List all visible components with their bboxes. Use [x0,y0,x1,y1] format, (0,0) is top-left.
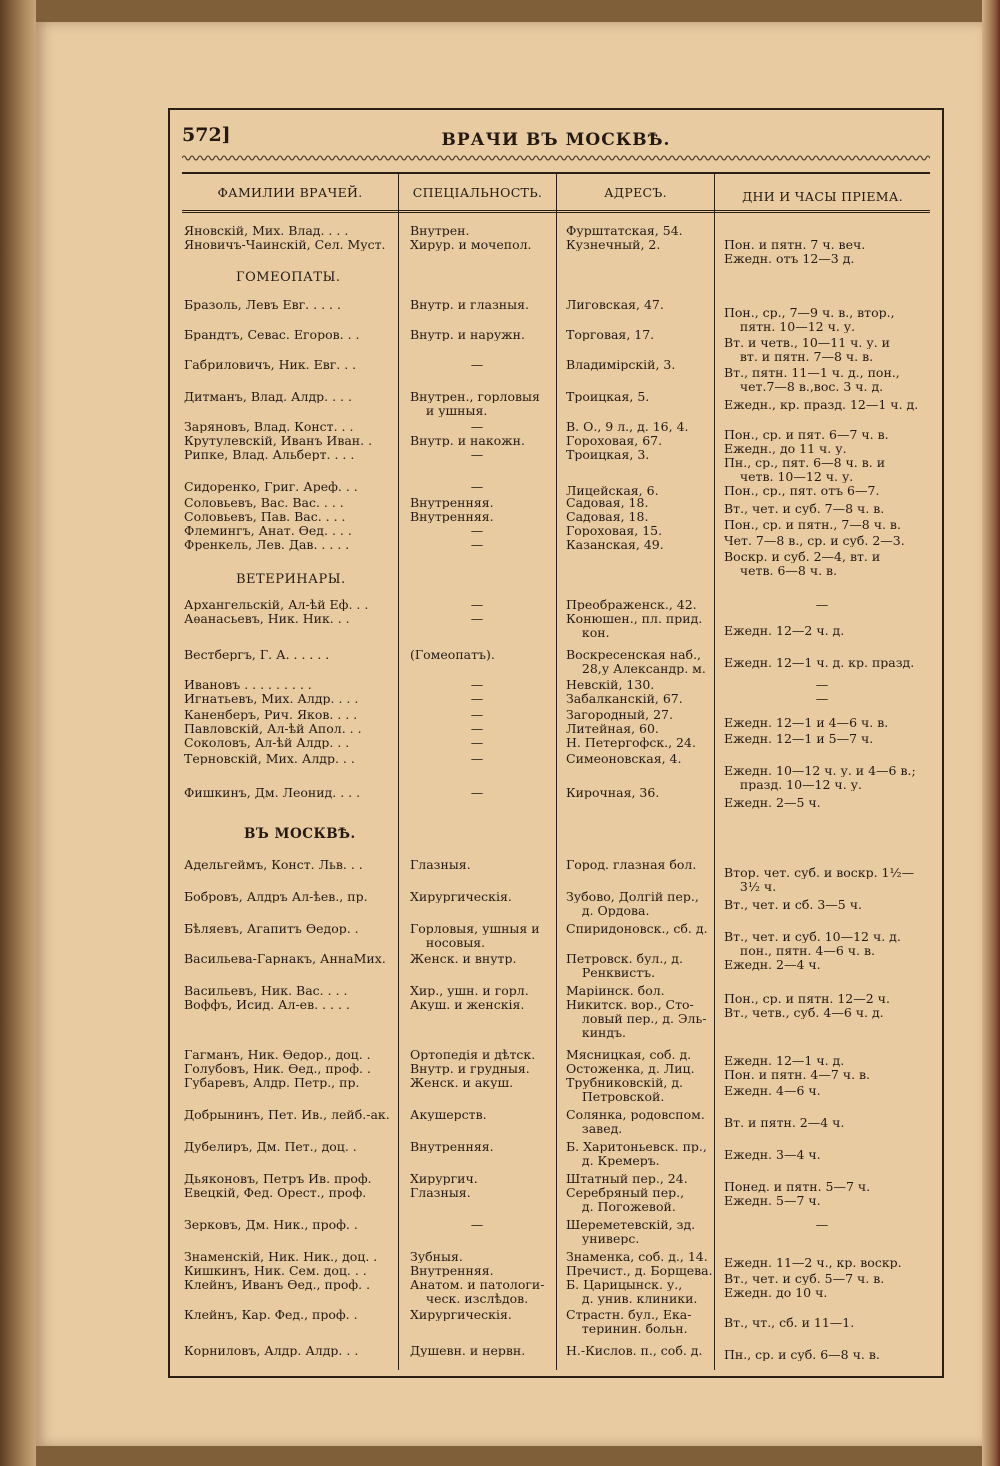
doctor-specialty: — [470,448,484,461]
doctor-address: Серебряный пер., [566,1186,685,1199]
doctor-address: Садовая, 18. [566,496,649,509]
reception-hours: четв. 6—8 ч. в. [724,564,838,577]
reception-hours: Вт., чет. и суб. 5—7 ч. в. [724,1272,885,1285]
doctor-address: Садовая, 18. [566,510,649,523]
page-number: 572] [182,124,231,146]
doctor-name: Терновскій, Мих. Алдр. . . [184,752,355,765]
doctor-name: Васильева-Гарнакъ, АннаМих. [184,952,386,965]
doctor-specialty: (Гомеопатъ). [410,648,495,661]
doctor-address: д. Погожевой. [566,1200,676,1213]
doctor-address: Пречист., д. Борщева. [566,1264,713,1277]
section-heading: ГОМЕОПАТЫ. [236,270,341,285]
doctor-specialty: — [470,612,484,625]
reception-hours: Ежедн. 12—1 ч. д. [724,1054,845,1067]
doctor-address: Город. глазная бол. [566,858,697,871]
doctor-specialty: Внутр. и глазныя. [410,298,529,311]
reception-hours: — [815,1218,829,1231]
doctor-address: 28,у Александр. м. [566,662,706,675]
doctor-address: Фурштатская, 54. [566,224,683,237]
doctor-specialty: Внутренняя. [410,496,494,509]
doctor-specialty: Ортопедія и дѣтск. [410,1048,536,1061]
doctor-name: Клейнъ, Иванъ Ѳед., проф. . [184,1278,371,1291]
doctor-address: Маріинск. бол. [566,984,665,997]
doctor-name: Дитманъ, Влад. Алдр. . . . [184,390,352,403]
doctor-name: Дьяконовъ, Петръ Ив. проф. [184,1172,372,1185]
doctor-address: Н. Петергофск., 24. [566,736,696,749]
doctor-name: Воффъ, Исид. Ал-ев. . . . . [184,998,350,1011]
reception-hours: — [815,598,829,611]
doctor-address: Торговая, 17. [566,328,655,341]
doctor-specialty: — [470,1218,484,1231]
reception-hours: Чет. 7—8 в., ср. и суб. 2—3. [724,534,905,547]
doctor-specialty: Хирургическія. [410,890,512,903]
doctor-address: Трубниковскій, д. [566,1076,684,1089]
doctor-address: Лиговская, 47. [566,298,664,311]
doctor-specialty: Горловыя, ушныя и [410,922,540,935]
doctor-specialty: Хир., ушн. и горл. [410,984,529,997]
doctor-address: Владимірскій, 3. [566,358,676,371]
doctor-specialty: Душевн. и нервн. [410,1344,526,1357]
doctor-address: д. унив. клиники. [566,1292,698,1305]
reception-hours: Ежедн. 5—7 ч. [724,1194,821,1207]
doctor-name: Ивановъ . . . . . . . . . [184,678,312,691]
doctor-name: Каненберъ, Рич. Яков. . . . [184,708,358,721]
reception-hours: Вт., чет. и суб. 10—12 ч. д. [724,930,901,943]
doctor-name: Соловьевъ, Пав. Вас. . . . [184,510,346,523]
doctor-address: Ренквистъ. [566,966,656,979]
doctor-specialty: Зубныя. [410,1250,463,1263]
reception-hours: Пон., ср. и пятн., 7—8 ч. в. [724,518,901,531]
doctor-name: Флемингъ, Анат. Ѳед. . . . [184,524,352,537]
doctor-name: Знаменскій, Ник. Ник., доц. . [184,1250,378,1263]
doctor-address: Страстн. бул., Ека- [566,1308,692,1321]
reception-hours: Вт., чет. и сб. 3—5 ч. [724,898,862,911]
doctor-specialty: Внутр. и наружн. [410,328,525,341]
reception-hours: Вт. и четв., 10—11 ч. у. и [724,336,891,349]
doctor-address: Б. Харитоньевск. пр., [566,1140,707,1153]
reception-hours: пон., пятн. 4—6 ч. в. [724,944,876,957]
reception-hours: Воскр. и суб. 2—4, вт. и [724,550,881,563]
reception-hours: Ежедн. 3—4 ч. [724,1148,821,1161]
doctor-name: Яновскій, Мих. Влад. . . . [184,224,349,237]
doctor-specialty: — [470,752,484,765]
doctor-address: Б. Царицынск. у., [566,1278,683,1291]
reception-hours: Ежедн. 2—5 ч. [724,796,821,809]
doctor-name: Соловьевъ, Вас. Вас. . . . [184,496,344,509]
doctor-specialty: — [470,538,484,551]
doctor-specialty: Внутрен., горловыя [410,390,540,403]
doctor-name: Сидоренко, Григ. Ареф. . . [184,480,358,493]
reception-hours: пятн. 10—12 ч. у. [724,320,856,333]
doctor-specialty: — [470,708,484,721]
doctor-specialty: Внутренняя. [410,1140,494,1153]
reception-hours: Пон., ср., 7—9 ч. в., втор., [724,306,895,319]
doctor-name: Евецкій, Фед. Орест., проф. [184,1186,367,1199]
doctor-specialty: — [470,678,484,691]
doctor-specialty: Хирургическія. [410,1308,512,1321]
reception-hours: 3½ ч. [724,880,777,893]
reception-hours: вт. и пятн. 7—8 ч. в. [724,350,874,363]
doctor-specialty: Внутр. и грудныя. [410,1062,530,1075]
doctor-name: Клейнъ, Кар. Фед., проф. . [184,1308,358,1321]
reception-hours: Пон., ср. и пят. 6—7 ч. в. [724,428,889,441]
doctor-specialty: Внутрен. [410,224,470,237]
doctor-address: Невскій, 130. [566,678,655,691]
doctor-name: Игнатьевъ, Мих. Алдр. . . . [184,692,359,705]
doctor-address: д. Ордова. [566,904,650,917]
doctor-name: Корниловъ, Алдр. Алдр. . . [184,1344,359,1357]
doctor-address: Троицкая, 3. [566,448,650,461]
reception-hours: Пон., ср., пят. отъ 6—7. [724,484,880,497]
doctor-name: Габриловичъ, Ник. Евг. . . [184,358,357,371]
doctor-specialty: Акушерств. [410,1108,487,1121]
doctor-specialty: — [470,358,484,371]
doctor-address: ловый пер., д. Эль- [566,1012,707,1025]
doctor-specialty: Глазныя. [410,858,471,871]
doctor-name: Крутулевскій, Иванъ Иван. . [184,434,373,447]
doctor-address: Симеоновская, 4. [566,752,682,765]
running-head: ВРАЧИ ВЪ МОСКВѢ. [441,130,671,150]
doctor-specialty: — [470,736,484,749]
doctor-specialty: Женск. и внутр. [410,952,517,965]
doctor-name: Гагманъ, Ник. Ѳедор., доц. . [184,1048,371,1061]
reception-hours: Вт., четв., суб. 4—6 ч. д. [724,1006,884,1019]
doctor-name: Зерковъ, Дм. Ник., проф. . [184,1218,358,1231]
doctor-specialty: Акуш. и женскія. [410,998,525,1011]
reception-hours: — [815,678,829,691]
doctor-address: Лицейская, 6. [566,484,659,497]
doctor-name: Губаревъ, Алдр. Петр., пр. [184,1076,360,1089]
doctor-name: Кишкинъ, Ник. Сем. доц. . . [184,1264,367,1277]
doctor-specialty: Анатом. и патологи- [410,1278,545,1291]
doctor-address: Воскресенская наб., [566,648,702,661]
doctor-name: Павловскій, Ал-ѣй Апол. . . [184,722,362,735]
reception-hours: чет.7—8 в.,вос. 3 ч. д. [724,380,884,393]
reception-hours: Ежедн. 12—1 и 4—6 ч. в. [724,716,889,729]
doctor-name: Френкель, Лев. Дав. . . . . [184,538,350,551]
doctor-address: кон. [566,626,610,639]
reception-hours: Ежедн. отъ 12—3 д. [724,252,855,265]
doctor-address: Конюшен., пл. прид. [566,612,703,625]
doctor-address: Загородный, 27. [566,708,673,721]
doctor-address: Солянка, родовспом. [566,1108,705,1121]
doctor-address: Штатный пер., 24. [566,1172,688,1185]
doctor-specialty: и ушныя. [410,404,488,417]
doctor-name: Фишкинъ, Дм. Леонид. . . . [184,786,361,799]
doctor-specialty: ческ. изслѣдов. [410,1292,529,1305]
doctor-address: Зубово, Долгій пер., [566,890,699,903]
doctor-address: Спиридоновск., сб. д. [566,922,708,935]
doctor-name: Вестбергъ, Г. А. . . . . . [184,648,330,661]
doctor-address: Знаменка, соб. д., 14. [566,1250,708,1263]
reception-hours: Пон., ср. и пятн. 12—2 ч. [724,992,890,1005]
doctor-address: киндъ. [566,1026,626,1039]
doctor-address: Петровск. бул., д. [566,952,683,965]
doctor-specialty: Внутренняя. [410,510,494,523]
doctor-name: Яновичъ-Чаинскій, Сел. Муст. [184,238,386,251]
reception-hours: четв. 10—12 ч. у. [724,470,854,483]
doctor-address: Петровской. [566,1090,665,1103]
reception-hours: Ежедн. 11—2 ч., кр. воскр. [724,1256,902,1269]
doctor-name: Аѳанасьевъ, Ник. Ник. . . [184,612,350,625]
reception-hours: празд. 10—12 ч. у. [724,778,862,791]
doctor-name: Адельгеймъ, Конст. Льв. . . [184,858,363,871]
doctor-address: Шереметевскій, зд. [566,1218,696,1231]
doctor-address: Гороховая, 67. [566,434,663,447]
doctor-address: Никитск. вор., Сто- [566,998,694,1011]
reception-hours: Ежедн. 4—6 ч. [724,1084,821,1097]
doctor-specialty: — [470,524,484,537]
doctor-name: Бѣляевъ, Агапитъ Ѳедор. . [184,922,359,935]
doctor-address: д. Кремеръ. [566,1154,660,1167]
doctor-name: Брандтъ, Севас. Егоров. . . [184,328,360,341]
doctor-address: Гороховая, 15. [566,524,663,537]
doctor-name: Голубовъ, Ник. Ѳед., проф. . [184,1062,371,1075]
doctor-address: Забалканскій, 67. [566,692,683,705]
reception-hours: Вт., чт., сб. и 11—1. [724,1316,855,1329]
doctor-specialty: Внутр. и накожн. [410,434,525,447]
doctor-address: Н.-Кислов. п., соб. д. [566,1344,703,1357]
doctor-name: Дубелиръ, Дм. Пет., доц. . [184,1140,357,1153]
doctor-specialty: Внутренняя. [410,1264,494,1277]
column-header-address: АДРЕСЪ. [604,184,667,200]
doctor-name: Архангельскій, Ал-ѣй Еф. . . [184,598,369,611]
reception-hours: Пон. и пятн. 7 ч. веч. [724,238,866,251]
doctor-specialty: — [470,420,484,433]
doctor-address: В. О., 9 л., д. 16, 4. [566,420,689,433]
reception-hours: Понед. и пятн. 5—7 ч. [724,1180,871,1193]
reception-hours: Пон. и пятн. 4—7 ч. в. [724,1068,871,1081]
reception-hours: Вт. и пятн. 2—4 ч. [724,1116,845,1129]
doctor-name: Васильевъ, Ник. Вас. . . . [184,984,348,997]
reception-hours: Вт., пятн. 11—1 ч. д., пон., [724,366,900,379]
reception-hours: Вт., чет. и суб. 7—8 ч. в. [724,502,885,515]
doctor-address: Кирочная, 36. [566,786,660,799]
doctor-name: Бобровъ, Алдръ Ал-ѣев., пр. [184,890,368,903]
reception-hours: Втор. чет. суб. и воскр. 1½— [724,866,915,879]
doctor-name: Добрынинъ, Пет. Ив., лейб.-ак. [184,1108,390,1121]
column-header-specialty: СПЕЦІАЛЬНОСТЬ. [412,184,543,200]
section-heading: ВЕТЕРИНАРЫ. [236,572,346,587]
doctor-address: Казанская, 49. [566,538,664,551]
doctor-address: теринин. больн. [566,1322,688,1335]
doctor-address: Преображенск., 42. [566,598,697,611]
column-header-hours: ДНИ И ЧАСЫ ПРІЕМА. [742,188,903,204]
reception-hours: Ежедн. 12—2 ч. д. [724,624,845,637]
reception-hours: Ежедн. 12—1 ч. д. кр. празд. [724,656,915,669]
doctor-specialty: — [470,598,484,611]
reception-hours: Ежедн., кр. празд. 12—1 ч. д. [724,398,919,411]
doctor-specialty: — [470,480,484,493]
doctor-specialty: — [470,692,484,705]
doctor-address: Мясницкая, соб. д. [566,1048,692,1061]
doctor-address: Литейная, 60. [566,722,659,735]
reception-hours: Ежедн. 10—12 ч. у. и 4—6 в.; [724,764,916,777]
doctor-address: универс. [566,1232,640,1245]
doctor-specialty: — [470,722,484,735]
column-header-names: ФАМИЛИИ ВРАЧЕЙ. [217,184,363,200]
reception-hours: Ежедн. 12—1 и 5—7 ч. [724,732,874,745]
doctor-address: завед. [566,1122,623,1135]
doctor-specialty: Глазныя. [410,1186,471,1199]
doctor-name: Соколовъ, Ал-ѣй Алдр. . . [184,736,350,749]
doctor-address: Кузнечный, 2. [566,238,661,251]
reception-hours: Ежедн. 2—4 ч. [724,958,821,971]
reception-hours: Ежедн. до 10 ч. [724,1286,828,1299]
doctor-name: Бразоль, Левъ Евг. . . . . [184,298,341,311]
doctor-specialty: Хирургич. [410,1172,478,1185]
reception-hours: — [815,692,829,705]
reception-hours: Пн., ср. и суб. 6—8 ч. в. [724,1348,880,1361]
doctor-address: Троицкая, 5. [566,390,650,403]
doctor-name: Рипке, Влад. Альберт. . . . [184,448,355,461]
section-heading: ВЪ МОСКВѢ. [244,826,356,842]
doctor-specialty: — [470,786,484,799]
doctor-specialty: Хирур. и мочепол. [410,238,532,251]
reception-hours: Ежедн., до 11 ч. у. [724,442,847,455]
doctor-address: Остоженка, д. Лиц. [566,1062,695,1075]
doctor-name: Заряновъ, Влад. Конст. . . [184,420,354,433]
doctor-specialty: Женск. и акуш. [410,1076,514,1089]
doctor-specialty: носовыя. [410,936,486,949]
reception-hours: Пн., ср., пят. 6—8 ч. в. и [724,456,886,469]
